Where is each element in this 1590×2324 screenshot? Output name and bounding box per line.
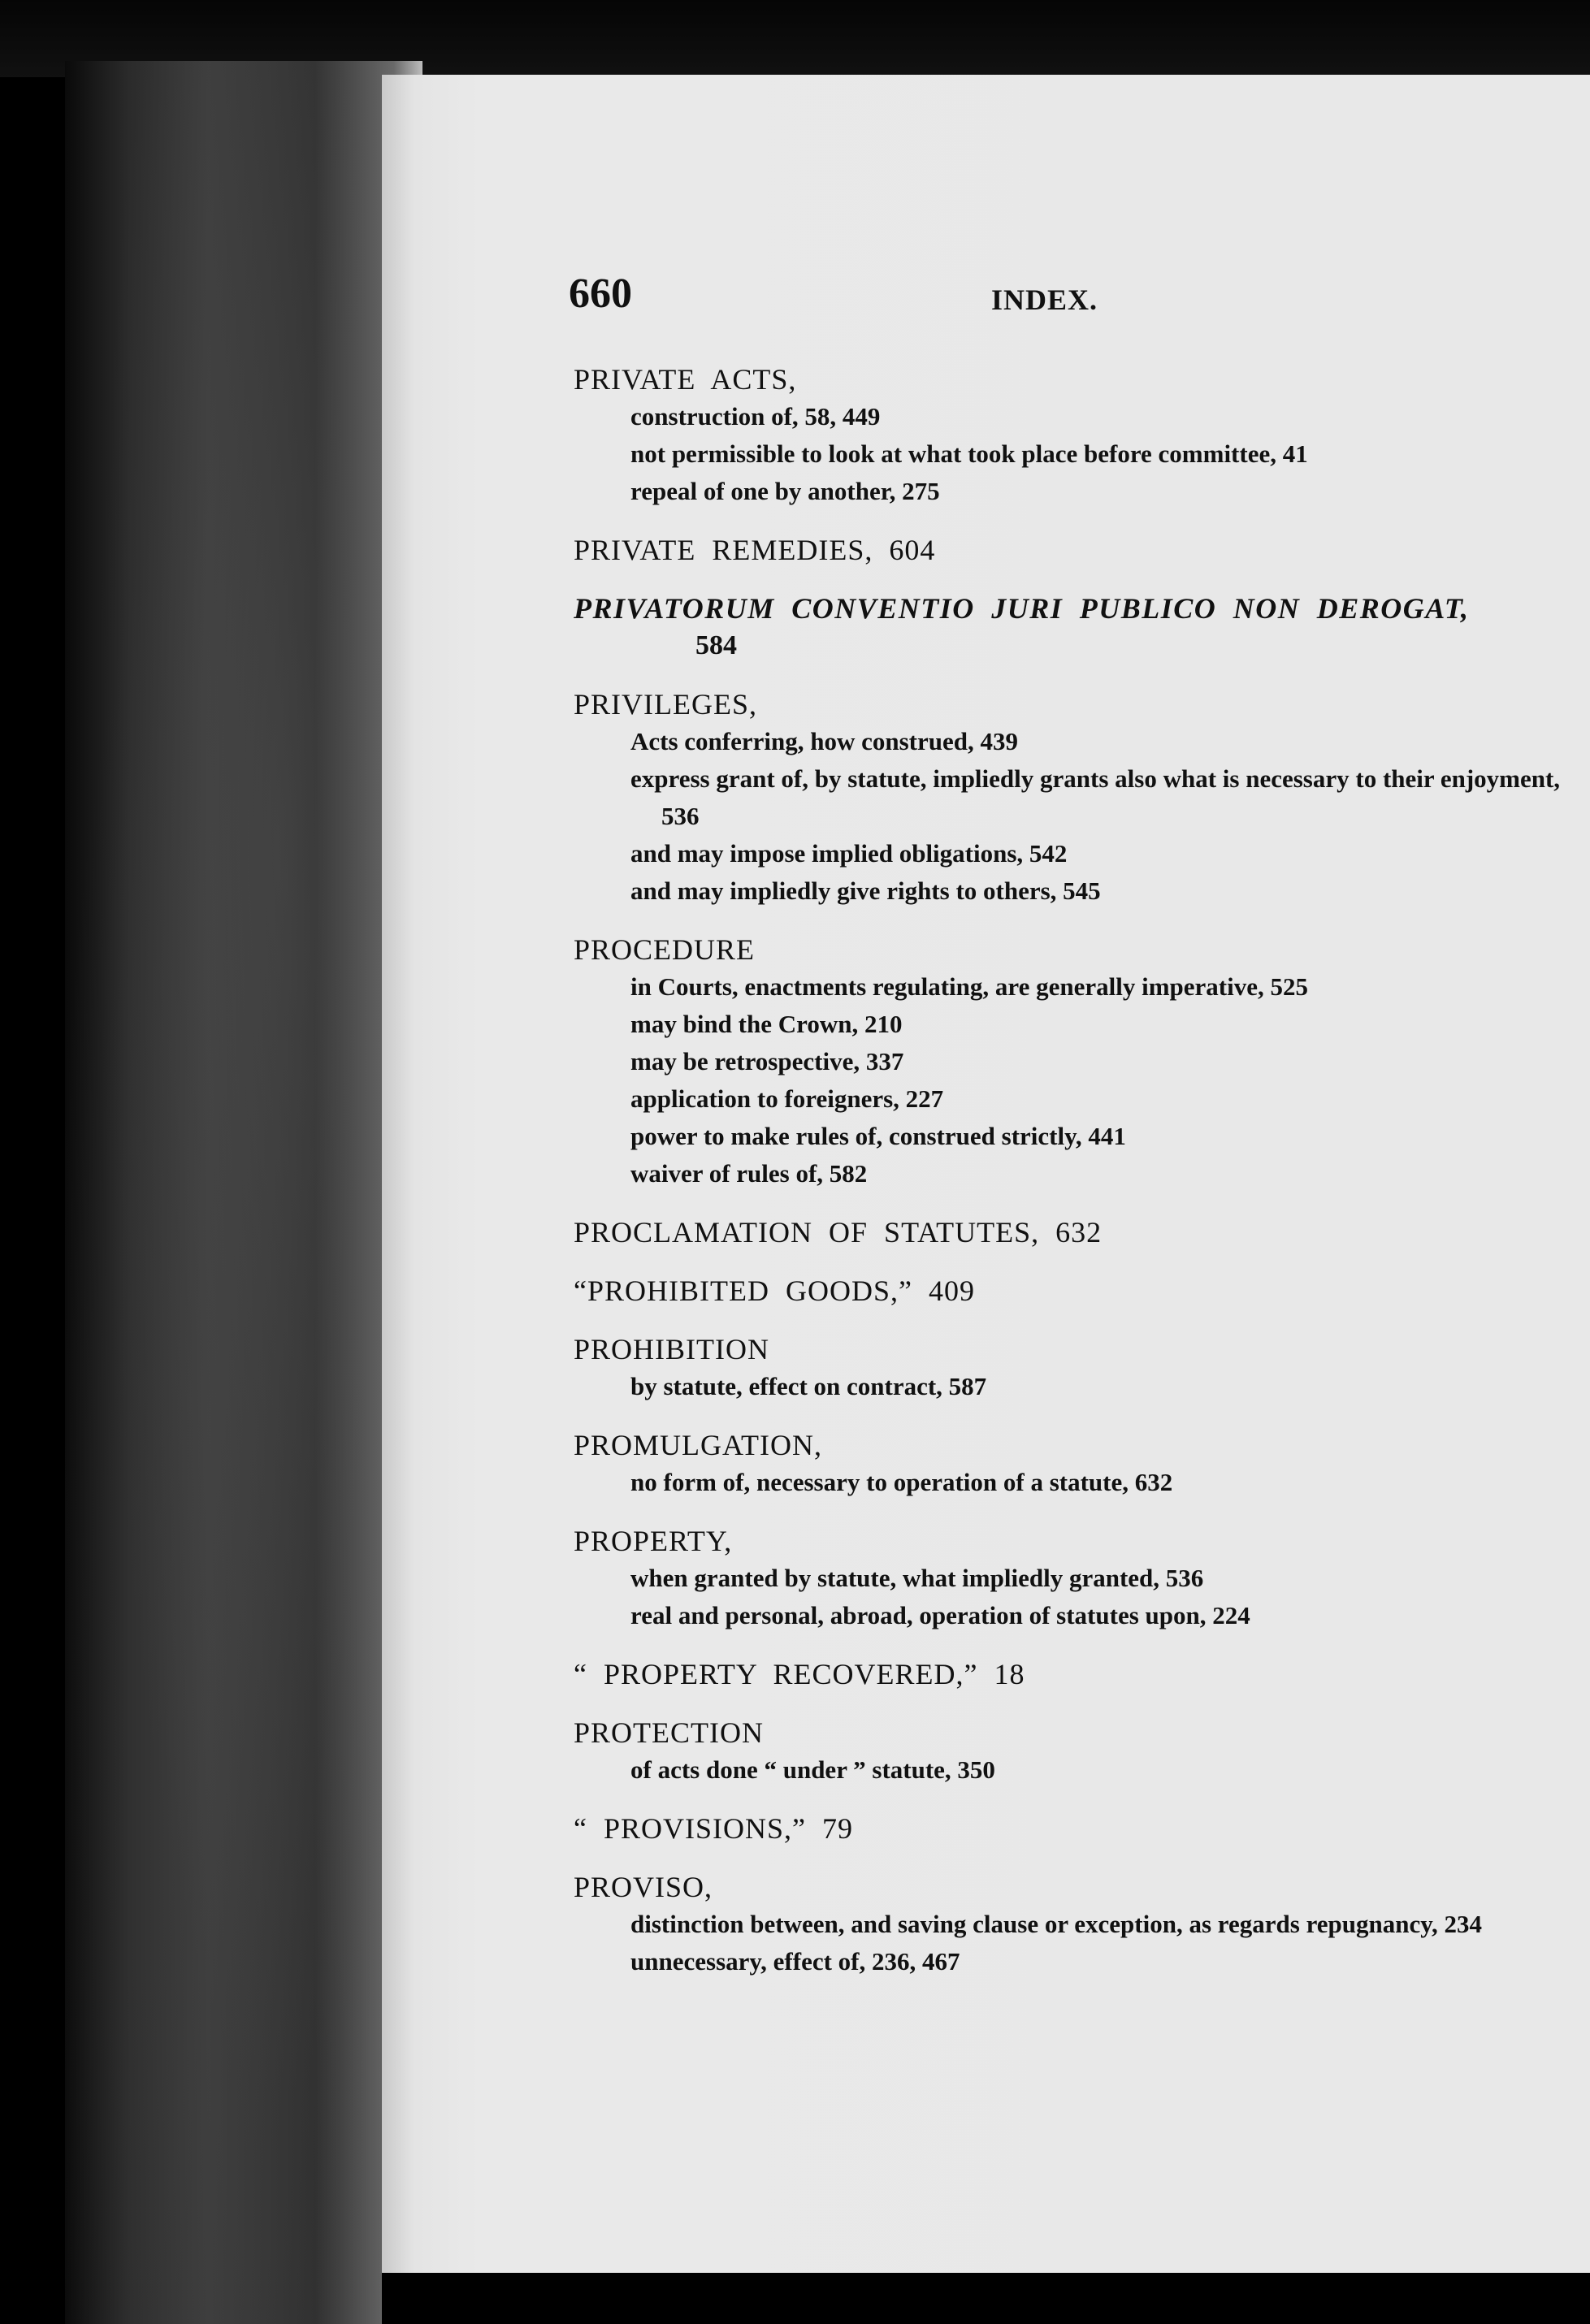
- entry-heading: PROPERTY,: [574, 1525, 733, 1557]
- entry-heading: PROCEDURE: [574, 933, 756, 966]
- entry-subentry: may bind the Crown, 210: [630, 1010, 903, 1038]
- index-entry: [574, 1522, 1561, 1634]
- entry-heading: “ PROVISIONS,” 79: [574, 1812, 854, 1845]
- entry-subentry: waiver of rules of, 582: [630, 1159, 868, 1188]
- entry-subentry: construction of, 58, 449: [630, 402, 881, 431]
- entry-heading: PROCLAMATION OF STATUTES, 632: [574, 1216, 1103, 1249]
- entry-subentry: power to make rules of, construed strictly, 441: [630, 1122, 1126, 1150]
- entry-subentry: express grant of, by statute, impliedly grants also what is necessary to their enjoyment, 536: [630, 764, 1561, 830]
- entry-subentry: no form of, necessary to operation of a statute, 632: [630, 1468, 1173, 1496]
- entry-subentry: not permissible to look at what took place before committee, 41: [630, 439, 1308, 468]
- entry-subentry: repeal of one by another, 275: [630, 477, 940, 505]
- index-entry: [574, 931, 1561, 1192]
- scan-border-bottom: [382, 2273, 1590, 2324]
- page-header: [569, 270, 1541, 318]
- index-entry: [574, 590, 1561, 664]
- entry-subentry: may be retrospective, 337: [630, 1047, 904, 1075]
- entry-heading: PROMULGATION,: [574, 1429, 823, 1461]
- entry-heading: PRIVATE REMEDIES, 604: [574, 534, 936, 566]
- entry-heading: PROHIBITION: [574, 1333, 769, 1365]
- entry-subentry: Acts conferring, how construed, 439: [630, 727, 1019, 755]
- entry-heading: PRIVATE ACTS,: [574, 363, 797, 396]
- entry-heading: “PROHIBITED GOODS,” 409: [574, 1275, 975, 1307]
- entry-heading: PROVISO,: [574, 1871, 713, 1903]
- page-number: 660: [569, 270, 632, 317]
- index-entry: [574, 1426, 1561, 1501]
- entry-subentry: and may impose implied obligations, 542: [630, 839, 1068, 868]
- book-page: [382, 75, 1590, 2273]
- entry-subentry: of acts done “ under ” statute, 350: [630, 1755, 995, 1784]
- index-entry: [574, 1655, 1561, 1693]
- running-head: INDEX.: [991, 283, 1098, 316]
- index-entry: [574, 1714, 1561, 1789]
- entry-subentry: application to foreigners, 227: [630, 1084, 944, 1113]
- index-entry: [574, 531, 1561, 569]
- index-entry: [574, 361, 1561, 510]
- entry-subentry: and may impliedly give rights to others, 545: [630, 876, 1101, 905]
- index-entry: [574, 1331, 1561, 1405]
- entry-continuation: 584: [695, 630, 737, 660]
- entry-subentry: in Courts, enactments regulating, are generally imperative, 525: [630, 972, 1309, 1001]
- entry-heading: PROTECTION: [574, 1716, 764, 1749]
- index-list: [574, 361, 1561, 2002]
- entry-heading: PRIVILEGES,: [574, 688, 757, 721]
- index-entry: [574, 1272, 1561, 1309]
- index-entry: [574, 1214, 1561, 1251]
- entry-subentry: by statute, effect on contract, 587: [630, 1372, 987, 1400]
- index-entry: [574, 1810, 1561, 1847]
- entry-heading: “ PROPERTY RECOVERED,” 18: [574, 1658, 1025, 1690]
- entry-subentry: unnecessary, effect of, 236, 467: [630, 1947, 960, 1976]
- entry-heading: PRIVATORUM CONVENTIO JURI PUBLICO NON DEROGAT,: [574, 592, 1470, 625]
- book-binding-shadow: [65, 61, 422, 2324]
- entry-subentry: distinction between, and saving clause or exception, as regards repugnancy, 234: [630, 1910, 1483, 1938]
- entry-subentry: when granted by statute, what impliedly granted, 536: [630, 1564, 1204, 1592]
- index-entry: [574, 686, 1561, 910]
- index-entry: [574, 1868, 1561, 1980]
- entry-subentry: real and personal, abroad, operation of statutes upon, 224: [630, 1601, 1250, 1629]
